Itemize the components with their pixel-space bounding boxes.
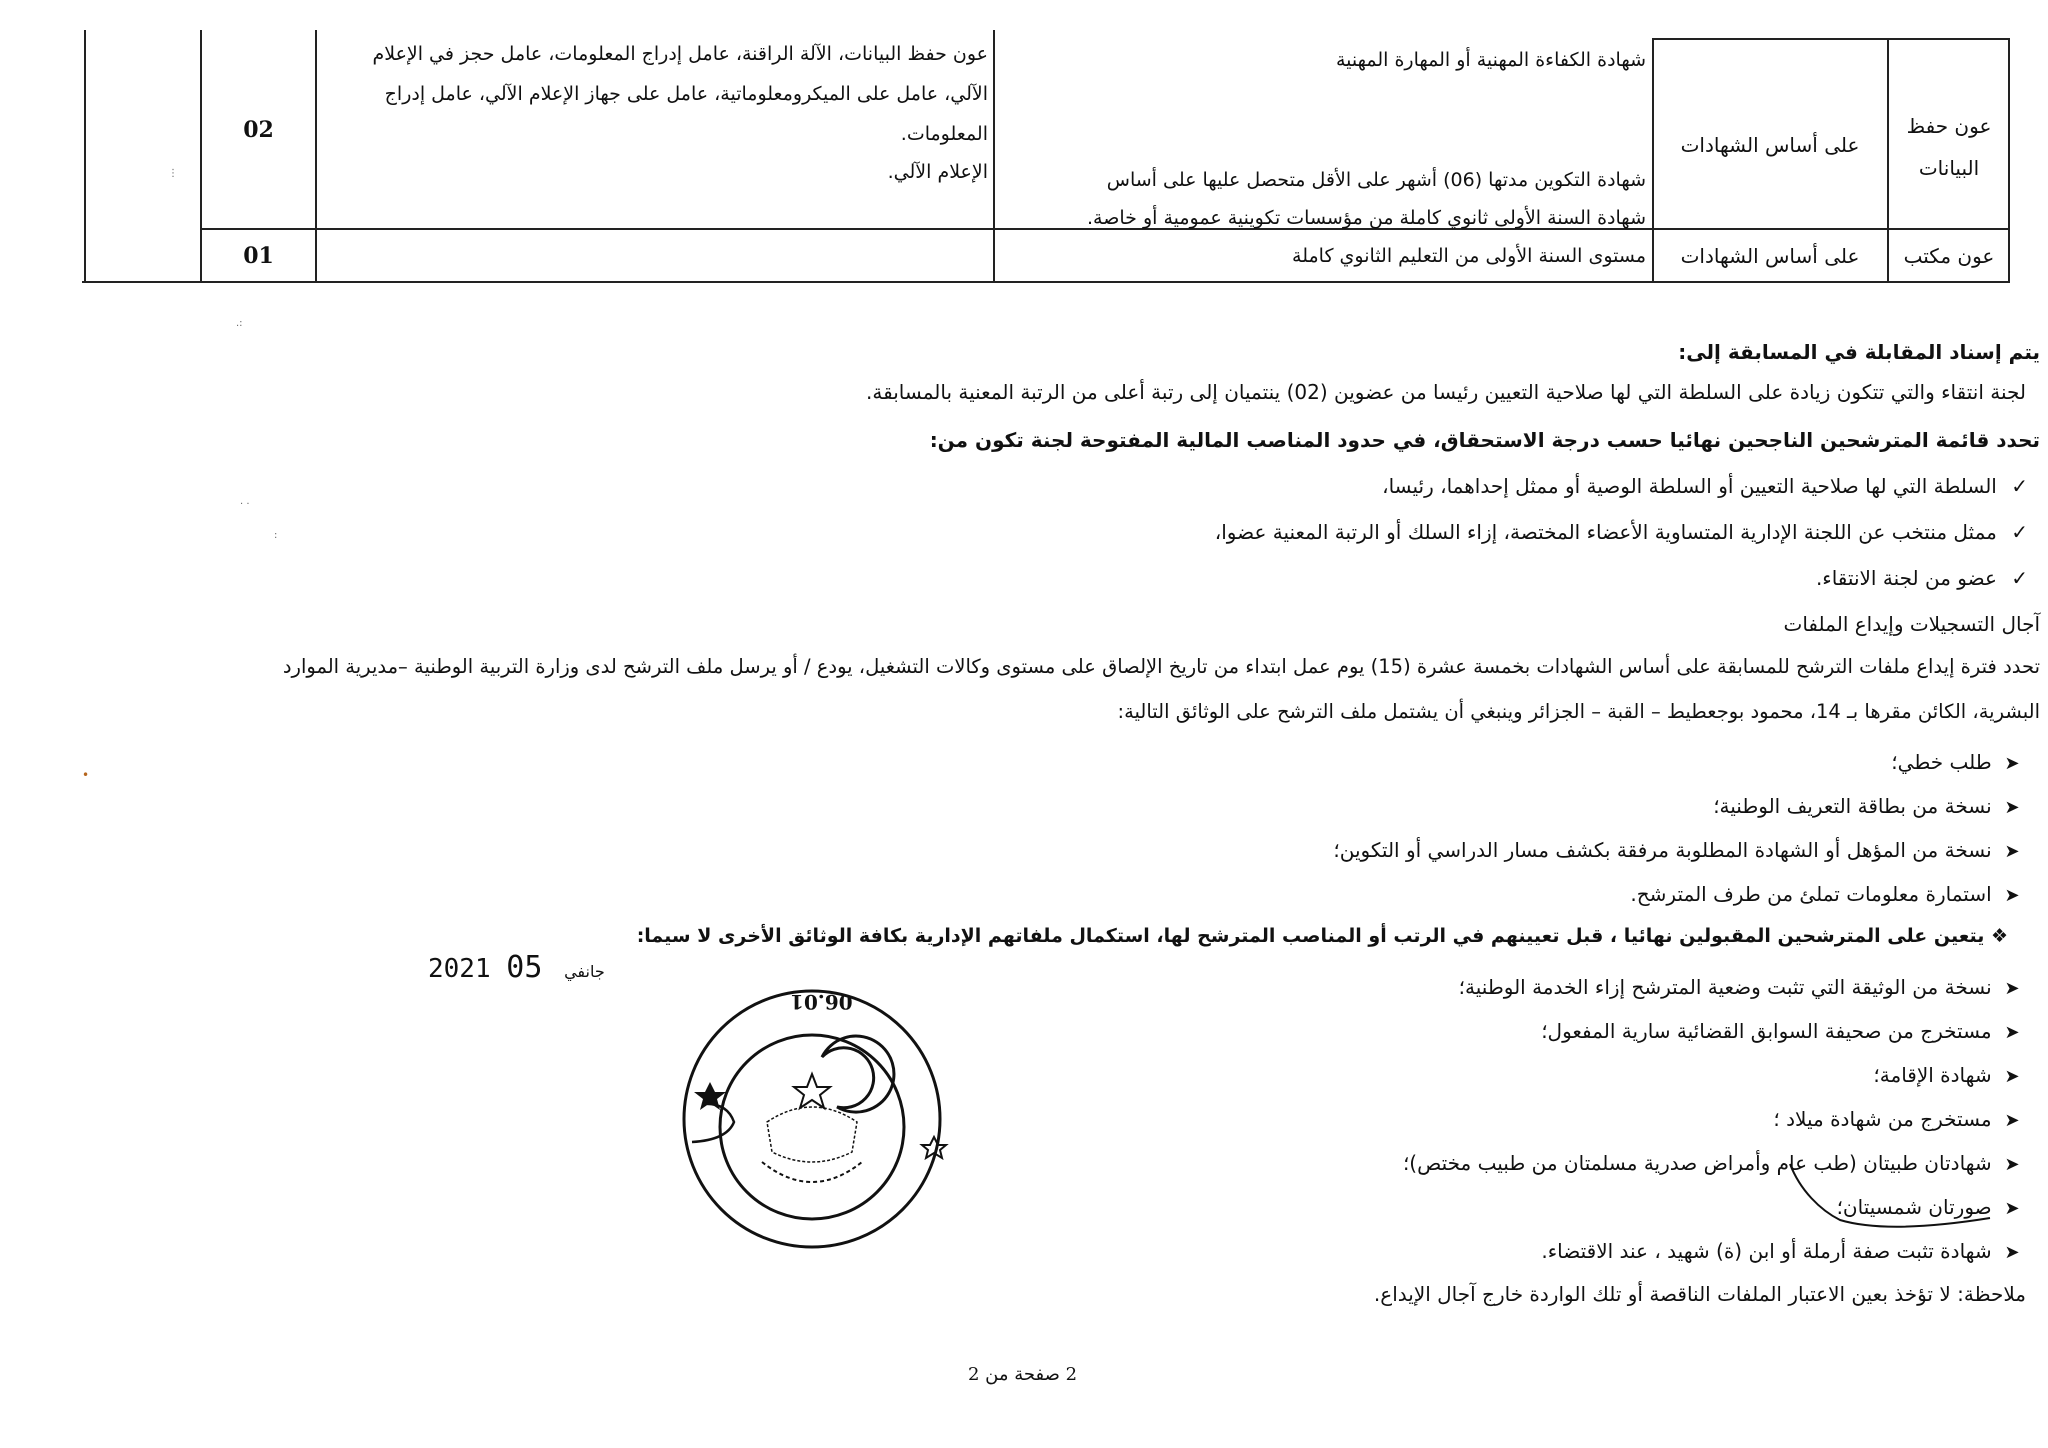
date-month: جانفي (564, 962, 605, 981)
arrow-bullet-icon: ➤ (2004, 841, 2020, 862)
after-acceptance-note (637, 925, 2008, 947)
document-text: استمارة معلومات تملئ من طرف المترشح. (1630, 882, 1992, 906)
qualification-line: شهادة الكفاءة المهنية أو المهارة المهنية (1335, 49, 1646, 71)
position-cell (1892, 236, 2006, 276)
recruitment-method: على أساس الشهادات (1680, 244, 1860, 268)
deadlines-paragraph-line: البشرية، الكائن مقرها بـ 14، محمود بوجعطيط – القبة – الجزائر وينبغي أن يشتمل ملف الترشح على الوثائق التالية: (1117, 700, 2040, 723)
committee-member-item (1816, 566, 2028, 590)
table-border-bottom (82, 281, 2010, 283)
document-text: شهادة تثبت صفة أرملة أو ابن (ة) شهيد ، عند الاقتضاء. (1541, 1239, 1992, 1263)
specialties-line: عون حفظ البيانات، الآلة الراقنة، عامل إدراج المعلومات، عامل حجز في الإعلام (372, 43, 988, 65)
scan-artifact: ⋮ (168, 168, 178, 179)
scan-artifact: : (274, 530, 278, 541)
document-text: مستخرج من صحيفة السوابق القضائية سارية المفعول؛ (1541, 1019, 1992, 1043)
date-day: 05 (506, 950, 543, 985)
document-item (1891, 750, 2026, 774)
document-item (1541, 1239, 2026, 1263)
document-item (1873, 1063, 2026, 1087)
note-text: ملاحظة: لا تؤخذ بعين الاعتبار الملفات الناقصة أو تلك الواردة خارج آجال الإيداع. (1373, 1282, 2026, 1306)
official-seal (672, 982, 952, 1252)
committee-paragraph: لجنة انتقاء والتي تتكون زيادة على السلطة التي لها صلاحية التعيين رئيسا من عضوين (02) ينتميان إلى رتبة أعلى من الرتبة المعنية بالمسابقة. (866, 380, 2026, 404)
committee-member-item (1382, 474, 2028, 498)
deadlines-heading: آجال التسجيلات وإيداع الملفات (1783, 612, 2040, 636)
table-col-line (315, 30, 317, 283)
position-cell (1892, 105, 2006, 189)
document-text: مستخرج من شهادة ميلاد ؛ (1773, 1107, 1992, 1131)
document-item (1541, 1019, 2026, 1043)
document-text: نسخة من الوثيقة التي تثبت وضعية المترشح إزاء الخدمة الوطنية؛ (1458, 975, 1992, 999)
specialties-line: المعلومات. (900, 123, 988, 145)
arrow-bullet-icon: ➤ (2004, 885, 2020, 906)
document-item (1459, 975, 2026, 999)
table-border-top (1652, 38, 2010, 40)
positions-count: 01 (243, 243, 274, 269)
document-text: صورتان شمسيتان؛ (1836, 1195, 1992, 1219)
qualification-line: شهادة السنة الأولى ثانوي كاملة من مؤسسات تكوينية عمومية أو خاصة. (1087, 207, 1646, 229)
scan-artifact: . . (240, 496, 250, 507)
qualification-line: شهادة التكوين مدتها (06) أشهر على الأقل متحصل عليها على أساس (1106, 169, 1646, 191)
arrow-bullet-icon: ➤ (2004, 1066, 2020, 1087)
table-col-line (1887, 38, 1889, 283)
seal-emblem-icon (672, 982, 952, 1252)
recruitment-method: على أساس الشهادات (1680, 133, 1860, 157)
position-name: عون مكتب (1903, 244, 1995, 268)
document-item (1713, 794, 2026, 818)
after-acceptance-text: يتعين على المترشحين المقبولين نهائيا ، قبل تعيينهم في الرتب أو المناصب المترشح لها، استكمال ملفاتهم الإدارية بكافة الوثائق الأخرى لا سيما: (636, 925, 1985, 947)
specialties-line: الإعلام الآلي. (887, 161, 988, 183)
table-col-line (993, 30, 995, 283)
committee-member-text: ممثل منتخب عن اللجنة الإدارية المتساوية الأعضاء المختصة، إزاء السلك أو الرتبة المعنية عضوا، (1214, 520, 1997, 544)
arrow-bullet-icon: ➤ (2004, 1110, 2020, 1131)
arrow-bullet-icon: ➤ (2004, 1242, 2020, 1263)
seal-code: 06.01 (790, 990, 853, 1014)
document-text: نسخة من المؤهل أو الشهادة المطلوبة مرفقة بكشف مسار الدراسي أو التكوين؛ (1333, 838, 1992, 862)
diamond-bullet-icon: ❖ (1984, 925, 2008, 947)
date-stamp (428, 950, 611, 985)
arrow-bullet-icon: ➤ (2004, 1154, 2020, 1175)
arrow-bullet-icon: ➤ (2004, 753, 2020, 774)
arrow-bullet-icon: ➤ (2004, 1022, 2020, 1043)
document-item (1773, 1107, 2026, 1131)
document-text: نسخة من بطاقة التعريف الوطنية؛ (1713, 794, 1992, 818)
document-item (1333, 838, 2026, 862)
page-number: 2 صفحة من 2 (968, 1364, 1078, 1385)
positions-count: 02 (243, 117, 274, 143)
qualification-line: مستوى السنة الأولى من التعليم الثانوي كاملة (1292, 245, 1646, 267)
position-name: عون حفظ البيانات (1906, 114, 1992, 180)
committee-member-text: عضو من لجنة الانتقاء. (1815, 566, 1997, 590)
arrow-bullet-icon: ➤ (2004, 1198, 2020, 1219)
document-text: شهادة الإقامة؛ (1873, 1063, 1992, 1087)
specialties-line: الآلي، عامل على الميكرومعلوماتية، عامل على جهاز الإعلام الآلي، عامل إدراج (384, 83, 988, 105)
deadlines-paragraph-line: تحدد فترة إيداع ملفات الترشح للمسابقة على أساس الشهادات بخمسة عشرة (15) يوم عمل ابتداء من تاريخ الإلصاق على مستوى وكالات التشغيل، يودع / أو يرسل ملف الترشح لدى وزارة التربية الوطنية –مديرية الموارد (282, 655, 2040, 678)
method-cell (1656, 125, 1884, 165)
date-year: 2021 (428, 954, 491, 984)
document-item (1630, 882, 2026, 906)
document-text: طلب خطي؛ (1891, 750, 1992, 774)
scan-artifact: • (82, 768, 90, 782)
table-col-line (2008, 38, 2010, 283)
arrow-bullet-icon: ➤ (2004, 797, 2020, 818)
arrow-bullet-icon: ➤ (2004, 978, 2020, 999)
committee-heading: يتم إسناد المقابلة في المسابقة إلى: (1678, 340, 2040, 364)
handwritten-strike-mark (1740, 1160, 2000, 1240)
table-col-line (84, 30, 86, 283)
method-cell (1656, 236, 1884, 276)
final-list-heading: تحدد قائمة المترشحين الناجحين نهائيا حسب درجة الاستحقاق، في حدود المناصب المالية المفتوحة لجنة تكون من: (929, 428, 2040, 452)
scan-artifact: .: (236, 318, 243, 329)
qualification-cell (998, 236, 1646, 276)
committee-member-text: السلطة التي لها صلاحية التعيين أو السلطة الوصية أو ممثل إحداهما، رئيسا، (1382, 474, 1997, 498)
committee-member-item (1215, 520, 2028, 544)
table-col-line (1652, 38, 1654, 283)
document-text: شهادتان طبيتان (طب عام وأمراض صدرية مسلمتان من طبيب مختص)؛ (1402, 1151, 1992, 1175)
